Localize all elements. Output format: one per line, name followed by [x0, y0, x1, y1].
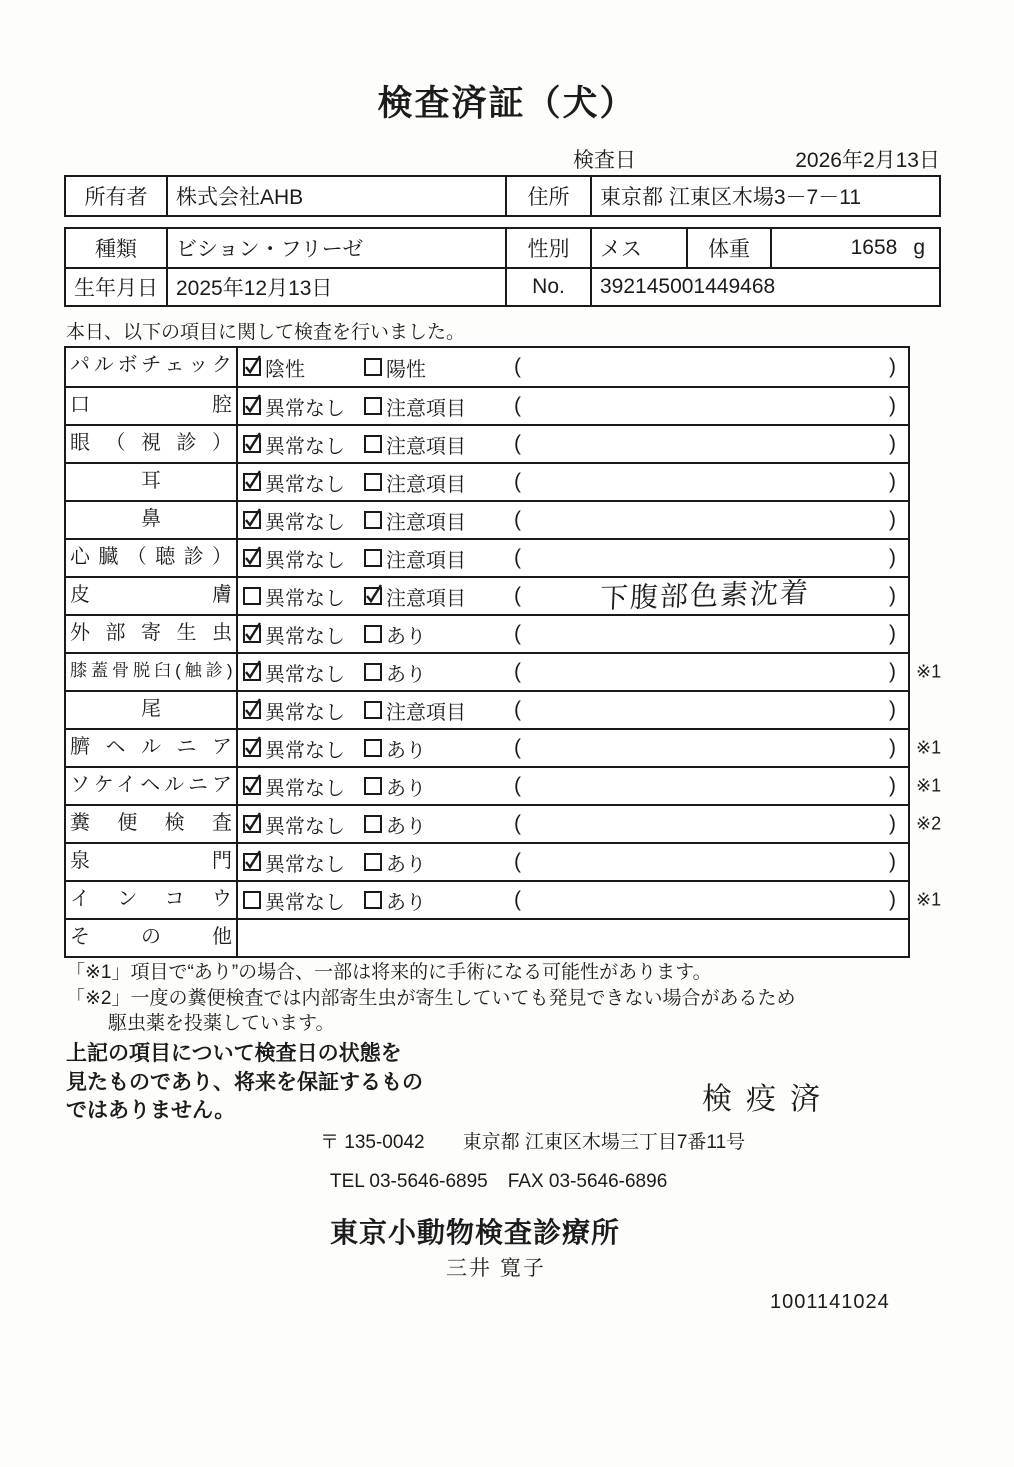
option-2-label: あり	[386, 739, 426, 762]
option-1-label: 異常なし	[265, 739, 345, 762]
disclaimer-line-3: ではありません。	[66, 1099, 236, 1122]
footnote-1: 「※1」項目で“あり”の場合、一部は将来的に手術になる可能性があります。	[66, 962, 712, 983]
checkbox-option-1	[243, 663, 261, 681]
paren-close: )	[889, 546, 896, 569]
checkbox-option-1	[243, 549, 261, 567]
quarantine-stamp: 検疫済	[702, 1083, 834, 1116]
option-1-label: 異常なし	[265, 625, 345, 648]
paren-close: )	[889, 394, 896, 417]
paren-open: (	[514, 660, 521, 683]
option-2	[364, 658, 514, 687]
paren-open: (	[514, 622, 521, 645]
option-1	[243, 772, 364, 801]
option-1	[243, 734, 364, 763]
birth-label: 生年月日	[66, 269, 168, 305]
checklist-row	[66, 576, 908, 614]
page-title: 検査済証（犬）	[377, 84, 637, 123]
item-label: その他	[66, 920, 238, 956]
document-number: 1001141024	[770, 1291, 890, 1313]
option-2	[364, 582, 514, 611]
paren-close: )	[889, 698, 896, 721]
address-value: 東京都 江東区木場3－7－11	[600, 186, 861, 209]
clinic-fax: FAX 03-5646-6896	[507, 1171, 668, 1192]
checkbox-option-2	[364, 587, 382, 605]
option-2-label: あり	[386, 815, 426, 838]
checkbox-option-1	[243, 397, 261, 415]
remark-handwritten-text	[521, 705, 889, 715]
checkbox-option-1	[243, 701, 261, 719]
footnote-ref: ※1	[916, 737, 942, 758]
option-2-label: 注意項目	[386, 701, 466, 724]
option-2-label: あり	[386, 853, 426, 876]
option-2	[364, 392, 514, 421]
item-label: 鼻	[66, 502, 238, 538]
checklist-row	[66, 880, 942, 918]
option-1	[243, 544, 364, 573]
item-label: 耳	[66, 464, 238, 500]
item-label: 皮膚	[66, 578, 238, 614]
pet-table	[64, 227, 941, 307]
exam-date-label: 検査日	[573, 149, 636, 172]
option-2-label: あり	[386, 891, 426, 914]
paren-close: )	[889, 736, 896, 759]
option-2	[364, 353, 514, 382]
checklist-rows	[66, 348, 942, 956]
remark-handwritten-text	[521, 362, 889, 372]
checkbox-option-1	[243, 473, 261, 491]
checkbox-option-2	[364, 435, 382, 453]
paren-open: (	[514, 470, 521, 493]
breed-label: 種類	[66, 229, 168, 267]
owner-value: 株式会社AHB	[168, 177, 507, 215]
breed-value: ビション・フリーゼ	[168, 229, 507, 267]
checklist-row	[66, 614, 908, 652]
item-label: 泉門	[66, 844, 238, 880]
owner-table	[64, 175, 941, 217]
option-2	[364, 430, 514, 459]
checklist-row	[66, 690, 908, 728]
option-1	[243, 810, 364, 839]
paren-open: (	[514, 850, 521, 873]
check-mark-icon	[244, 512, 259, 527]
option-2	[364, 734, 514, 763]
option-1	[243, 582, 364, 611]
option-1-label: 異常なし	[265, 511, 345, 534]
item-label: 外部寄生虫	[66, 616, 238, 652]
option-1-label: 異常なし	[265, 777, 345, 800]
paren-close: )	[889, 660, 896, 683]
paren-close: )	[889, 812, 896, 835]
paren-open: (	[514, 888, 521, 911]
option-2-label: 注意項目	[386, 397, 466, 420]
breed-row	[66, 229, 939, 267]
paren-close: )	[889, 432, 896, 455]
check-mark-icon	[244, 398, 259, 413]
item-options	[238, 882, 908, 918]
checklist-row	[66, 386, 908, 424]
paren-open: (	[514, 355, 521, 378]
item-options	[238, 388, 908, 424]
checkbox-option-2	[364, 739, 382, 757]
option-1-label: 異常なし	[265, 663, 345, 686]
postal-code: 〒 135-0042	[320, 1132, 425, 1153]
item-options	[238, 654, 908, 690]
item-label: インコウ	[66, 882, 238, 918]
birth-row	[66, 267, 939, 305]
option-1	[243, 468, 364, 497]
paren-open: (	[514, 508, 521, 531]
footnote-ref: ※1	[916, 661, 942, 682]
option-2-label: 注意項目	[386, 587, 466, 610]
checkbox-option-1	[243, 891, 261, 909]
sex-value: メス	[592, 229, 688, 267]
checklist-row	[66, 804, 942, 842]
no-value: 392145001449468	[600, 275, 776, 298]
item-label: 尾	[66, 692, 238, 728]
clinic-tel: TEL 03-5646-6895	[330, 1171, 488, 1192]
option-2-label: 陽性	[386, 358, 426, 381]
paren-open: (	[514, 432, 521, 455]
paren-close: )	[889, 508, 896, 531]
checkbox-option-2	[364, 473, 382, 491]
option-1-label: 異常なし	[265, 701, 345, 724]
checklist-row	[66, 918, 908, 956]
remark-handwritten-text	[521, 629, 889, 639]
option-2-label: 注意項目	[386, 549, 466, 572]
check-mark-icon	[244, 626, 259, 641]
checkbox-option-2	[364, 511, 382, 529]
check-mark-icon	[244, 854, 259, 869]
item-label: 糞便検査	[66, 806, 238, 842]
option-2	[364, 620, 514, 649]
option-2	[364, 468, 514, 497]
item-options	[238, 348, 908, 386]
option-1	[243, 353, 364, 382]
owner-label: 所有者	[66, 177, 168, 215]
checkbox-option-2	[364, 777, 382, 795]
paren-close: )	[889, 355, 896, 378]
option-1	[243, 886, 364, 915]
option-1	[243, 430, 364, 459]
checklist-row	[66, 424, 908, 462]
checklist-row	[66, 842, 908, 880]
option-1-label: 異常なし	[265, 549, 345, 572]
item-label: 心臓（聴診）	[66, 540, 238, 576]
check-mark-icon	[244, 436, 259, 451]
birth-value: 2025年12月13日	[168, 269, 507, 305]
checkbox-option-1	[243, 587, 261, 605]
item-options	[238, 426, 908, 462]
option-1-label: 異常なし	[265, 815, 345, 838]
checkbox-option-1	[243, 777, 261, 795]
checklist-table	[64, 346, 942, 958]
option-1	[243, 620, 364, 649]
statement-text: 本日、以下の項目に関して検査を行いました。	[66, 322, 466, 343]
remark-handwritten-text	[521, 895, 889, 905]
option-1-label: 異常なし	[265, 435, 345, 458]
paren-open: (	[514, 774, 521, 797]
checkbox-option-1	[243, 511, 261, 529]
option-1-label: 異常なし	[265, 397, 345, 420]
item-label: 口腔	[66, 388, 238, 424]
remark-handwritten-text	[521, 553, 889, 563]
owner-row	[66, 177, 939, 215]
checklist-row	[66, 728, 942, 766]
footnote-ref: ※2	[916, 813, 942, 834]
option-2-label: あり	[386, 777, 426, 800]
disclaimer-line-1: 上記の項目について検査日の状態を	[66, 1042, 402, 1065]
option-1	[243, 392, 364, 421]
paren-open: (	[514, 546, 521, 569]
checkbox-option-2	[364, 397, 382, 415]
option-2-label: あり	[386, 663, 426, 686]
footnote-ref: ※1	[916, 775, 942, 796]
check-mark-icon	[244, 778, 259, 793]
paren-open: (	[514, 394, 521, 417]
item-options	[238, 692, 908, 728]
checklist-row	[66, 348, 908, 386]
check-mark-icon	[365, 588, 380, 603]
paren-close: )	[889, 470, 896, 493]
checklist-row	[66, 462, 908, 500]
item-label: 眼（視診）	[66, 426, 238, 462]
item-label: パルボチェック	[66, 348, 238, 386]
exam-date-value: 2026年2月13日	[795, 149, 940, 172]
remark-handwritten-text	[521, 857, 889, 867]
checklist-row	[66, 538, 908, 576]
option-2	[364, 544, 514, 573]
footnote-2-continued: 駆虫薬を投薬しています。	[108, 1013, 335, 1034]
paren-open: (	[514, 584, 521, 607]
paren-close: )	[889, 888, 896, 911]
option-1-label: 陰性	[265, 358, 305, 381]
check-mark-icon	[244, 474, 259, 489]
remark-handwritten-text	[521, 477, 889, 487]
remark-handwritten-text	[521, 781, 889, 791]
option-2-label: 注意項目	[386, 435, 466, 458]
paren-close: )	[889, 622, 896, 645]
clinic-contact-line	[330, 1171, 667, 1193]
item-options	[238, 768, 908, 804]
option-2	[364, 886, 514, 915]
option-2	[364, 848, 514, 877]
check-mark-icon	[244, 359, 259, 374]
option-2	[364, 810, 514, 839]
item-options	[238, 540, 908, 576]
disclaimer-line-2: 見たものであり、将来を保証するもの	[66, 1070, 423, 1094]
option-1	[243, 658, 364, 687]
checkbox-option-2	[364, 701, 382, 719]
clinic-postal-line	[320, 1127, 745, 1154]
option-1	[243, 696, 364, 725]
checkbox-option-2	[364, 549, 382, 567]
check-mark-icon	[244, 702, 259, 717]
footnote-2: 「※2」一度の糞便検査では内部寄生虫が寄生していても発見できない場合があるため	[66, 987, 796, 1009]
checkbox-option-1	[243, 625, 261, 643]
remark-handwritten-text	[521, 401, 889, 411]
option-1	[243, 506, 364, 535]
item-options	[238, 578, 908, 614]
option-2	[364, 772, 514, 801]
checkbox-option-2	[364, 625, 382, 643]
footnote-ref: ※1	[916, 889, 942, 910]
weight-label: 体重	[688, 229, 772, 267]
clinic-address: 東京都 江東区木場三丁目7番11号	[462, 1132, 746, 1153]
checkbox-option-2	[364, 358, 382, 376]
item-options	[238, 844, 908, 880]
weight-number: 1658	[850, 236, 898, 259]
option-2-label: あり	[386, 625, 426, 648]
address-label: 住所	[507, 177, 592, 215]
option-1-label: 異常なし	[265, 853, 345, 876]
checkbox-option-1	[243, 358, 261, 376]
paren-open: (	[514, 812, 521, 835]
checkbox-option-2	[364, 853, 382, 871]
item-options	[238, 464, 908, 500]
checkbox-option-2	[364, 663, 382, 681]
paren-open: (	[514, 698, 521, 721]
item-options	[238, 806, 908, 842]
option-1-label: 異常なし	[265, 473, 345, 496]
option-1-label: 異常なし	[265, 587, 345, 610]
option-1-label: 異常なし	[265, 891, 345, 914]
footnotes	[66, 960, 796, 1037]
remark-handwritten-text	[521, 515, 889, 525]
item-label: 膝蓋骨脱臼(触診)	[66, 654, 238, 690]
remark-handwritten-text: 下腹部色素沈着	[599, 577, 811, 614]
option-2-label: 注意項目	[386, 473, 466, 496]
remark-handwritten-text	[521, 819, 889, 829]
checkbox-option-1	[243, 435, 261, 453]
check-mark-icon	[244, 550, 259, 565]
paren-close: )	[889, 850, 896, 873]
disclaimer	[66, 1040, 423, 1126]
clinic-name: 東京小動物検査診療所	[330, 1217, 621, 1248]
item-options	[238, 730, 908, 766]
checklist-row	[66, 500, 908, 538]
checklist-row	[66, 766, 942, 804]
check-mark-icon	[244, 740, 259, 755]
item-label: ソケイヘルニア	[66, 768, 238, 804]
weight-unit: g	[913, 236, 925, 259]
checkbox-option-2	[364, 815, 382, 833]
paren-close: )	[889, 584, 896, 607]
option-2	[364, 506, 514, 535]
paren-close: )	[889, 774, 896, 797]
checklist-row	[66, 652, 942, 690]
sex-label: 性別	[507, 229, 592, 267]
remark-handwritten-text	[521, 439, 889, 449]
item-label: 臍ヘルニア	[66, 730, 238, 766]
checkbox-option-2	[364, 891, 382, 909]
paren-open: (	[514, 736, 521, 759]
item-options	[238, 502, 908, 538]
option-2	[364, 696, 514, 725]
option-2-label: 注意項目	[386, 511, 466, 534]
checkbox-option-1	[243, 739, 261, 757]
checkbox-option-1	[243, 853, 261, 871]
checkbox-option-1	[243, 815, 261, 833]
check-mark-icon	[244, 816, 259, 831]
option-1	[243, 848, 364, 877]
remark-handwritten-text	[521, 743, 889, 753]
weight-value	[772, 229, 939, 267]
check-mark-icon	[244, 664, 259, 679]
examiner-name: 三井 寛子	[446, 1257, 546, 1280]
no-label: No.	[507, 269, 592, 305]
item-options	[238, 616, 908, 652]
remark-handwritten-text	[521, 667, 889, 677]
